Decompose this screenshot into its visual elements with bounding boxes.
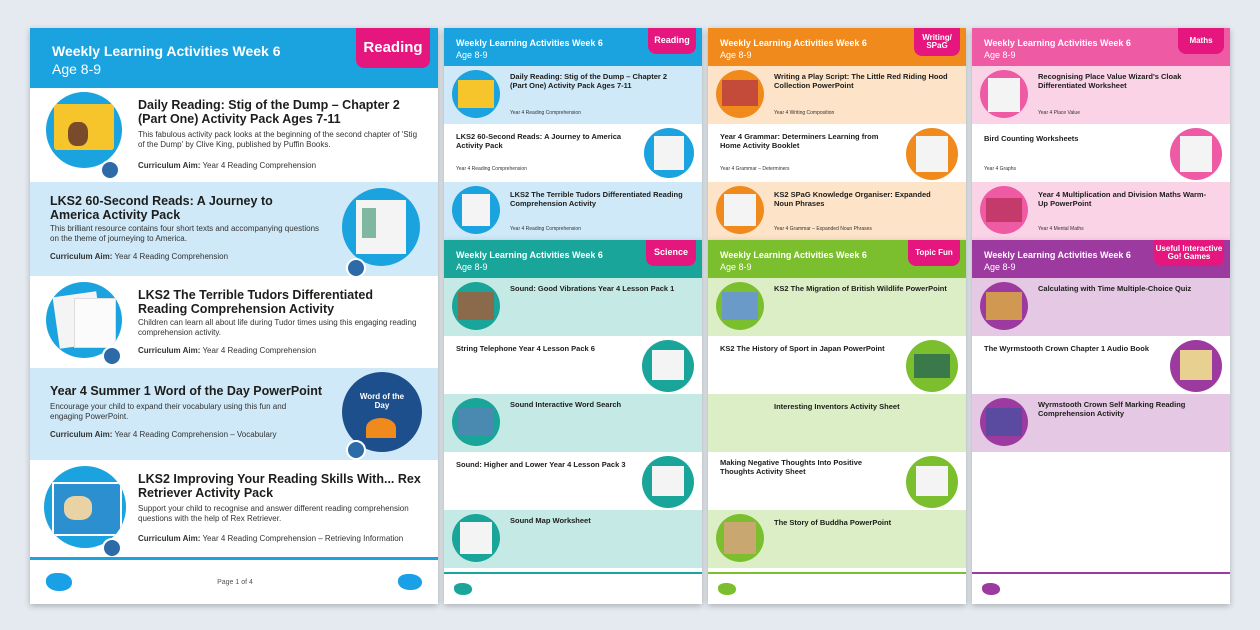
activity-description: Children can learn all about life during Tudor times using this engaging reading comprehension activity. [138,318,417,337]
activity-title[interactable]: KS2 The History of Sport in Japan PowerPoint [720,344,885,353]
activity-title[interactable]: The Story of Buddha PowerPoint [774,518,892,527]
age-label: Age 8-9 [984,50,1016,60]
twinkl-seal-icon [102,538,122,558]
activity-title[interactable]: Calculating with Time Multiple-Choice Quiz [1038,284,1192,293]
page-header [444,240,702,278]
page-header [708,28,966,66]
page-title: Weekly Learning Activities Week 6 [984,38,1131,48]
resource-thumbnail [906,340,958,392]
curriculum-aim [50,430,277,439]
writing-page [708,28,966,240]
activity-title[interactable]: Interesting Inventors Activity Sheet [774,402,900,411]
curriculum-aim-label: Curriculum Aim: [138,534,201,543]
curriculum-aim [138,534,403,543]
twinkl-seal-icon [100,160,120,180]
activity-row[interactable] [30,182,438,276]
curriculum-aim [138,161,316,170]
activity-title[interactable]: Bird Counting Worksheets [984,134,1079,143]
resource-thumbnail [980,282,1028,330]
resource-thumbnail [906,128,958,180]
activity-row[interactable] [444,452,702,510]
activity-row[interactable] [30,460,438,560]
activity-row[interactable] [708,452,966,510]
activity-row[interactable] [444,510,702,568]
page-header [30,28,438,88]
page-footer [444,572,702,604]
activity-title[interactable]: Year 4 Summer 1 Word of the Day PowerPoint [50,384,323,398]
activity-title[interactable]: LKS2 60-Second Reads: A Journey to America Activity Pack [50,194,273,222]
age-label: Age 8-9 [984,262,1016,272]
page-title: Weekly Learning Activities Week 6 [456,250,603,260]
resource-thumbnail [44,466,126,548]
maths-page [972,28,1230,240]
reading-page [30,28,438,604]
curriculum-aim: Year 4 Place Value [1038,110,1080,116]
activity-row[interactable] [444,182,702,240]
resource-thumbnail [452,514,500,562]
activity-title[interactable]: LKS2 60-Second Reads: A Journey to America Activity Pack [456,132,622,150]
activity-title[interactable]: KS2 SPaG Knowledge Organiser: Expanded Noun Phrases [774,190,931,208]
subject-badge: Maths [1178,28,1224,54]
twinkl-seal-icon [346,440,366,460]
activity-description: Support your child to recognise and answer different reading comprehension questions with the help of Rex Retriever. [138,504,409,523]
resource-thumbnail [452,70,500,118]
activity-row[interactable] [708,510,966,568]
subject-badge: Reading [356,28,430,68]
activity-title[interactable]: Wyrmstooth Crown Self Marking Reading Comprehension Activity [1038,400,1186,418]
activity-row[interactable] [30,276,438,368]
curriculum-aim: Year 4 Grammar – Expanded Noun Phrases [774,226,872,232]
activity-row[interactable] [444,394,702,452]
resource-thumbnail [452,398,500,446]
activity-row[interactable] [708,278,966,336]
age-label: Age 8-9 [720,262,752,272]
page-footer [708,572,966,604]
page-title: Weekly Learning Activities Week 6 [52,43,281,59]
reading-page-small [444,28,702,240]
subject-badge: Reading [648,28,696,54]
activity-row[interactable] [444,336,702,394]
resource-thumbnail [642,456,694,508]
activity-row[interactable] [444,124,702,182]
activity-title[interactable]: Daily Reading: Stig of the Dump – Chapter 2 (Part One) Activity Pack Ages 7-11 [138,98,400,126]
curriculum-aim: Year 4 Reading Comprehension [510,110,581,116]
resource-thumbnail [906,456,958,508]
curriculum-aim: Year 4 Reading Comprehension [510,226,581,232]
thumbnail-caption: Word of the Day [359,392,405,410]
activity-row[interactable] [708,394,966,452]
curriculum-aim-value: Year 4 Reading Comprehension – Vocabulary [114,430,277,439]
activity-row[interactable] [972,336,1230,394]
curriculum-aim-label: Curriculum Aim: [138,161,201,170]
activity-description: Encourage your child to expand their vocabulary using this fun and engaging PowerPoint. [50,402,287,421]
games-page [972,240,1230,604]
age-label: Age 8-9 [456,50,488,60]
curriculum-aim-value: Year 4 Reading Comprehension – Retrieving Information [202,534,404,543]
resource-thumbnail [342,188,420,266]
activity-title[interactable]: LKS2 The Terrible Tudors Differentiated Reading Comprehension Activity [510,190,683,208]
resource-thumbnail [644,128,694,178]
resource-thumbnail [46,92,122,168]
activity-row[interactable] [972,66,1230,124]
twinkl-seal-icon [346,258,366,276]
subject-badge: Writing/ SPaG [914,28,960,56]
page-header [972,240,1230,278]
page-footer [972,572,1230,604]
activity-title[interactable]: Writing a Play Script: The Little Red Riding Hood Collection PowerPoint [774,72,948,90]
twinkl-seal-icon [102,346,122,366]
twinkl-logo-icon [454,583,472,595]
page-title: Weekly Learning Activities Week 6 [456,38,603,48]
age-label: Age 8-9 [720,50,752,60]
subject-badge: Useful Interactive Go! Games [1154,240,1224,266]
resource-thumbnail [980,186,1028,234]
activity-description: This brilliant resource contains four short texts and accompanying questions on the theme of journeying to America. [50,224,320,243]
curriculum-aim: Year 4 Reading Comprehension [456,166,527,172]
subject-badge: Topic Fun [908,240,960,266]
page-header [444,28,702,66]
activity-row[interactable] [972,182,1230,240]
topic-page [708,240,966,604]
resource-thumbnail [716,70,764,118]
twinkl-logo-icon [718,583,736,595]
page-title: Weekly Learning Activities Week 6 [720,38,867,48]
resource-thumbnail [452,282,500,330]
resource-thumbnail [716,514,764,562]
page-footer [30,557,438,604]
curriculum-aim: Year 4 Graphs [984,166,1017,172]
activity-title[interactable]: Daily Reading: Stig of the Dump – Chapter 2 (Part One) Activity Pack Ages 7-11 [510,72,668,90]
resource-thumbnail [452,186,500,234]
resource-thumbnail [716,282,764,330]
activity-row[interactable] [972,394,1230,452]
activity-title[interactable]: Year 4 Grammar: Determiners Learning from Home Activity Booklet [720,132,879,150]
curriculum-aim-label: Curriculum Aim: [138,346,201,355]
page-header [708,240,966,278]
activity-row[interactable] [972,124,1230,182]
activity-title[interactable]: LKS2 The Terrible Tudors Differentiated Reading Comprehension Activity [138,288,373,316]
curriculum-aim-label: Curriculum Aim: [50,430,113,439]
activity-title[interactable]: Making Negative Thoughts Into Positive Thoughts Activity Sheet [720,458,863,476]
activity-title[interactable]: Sound: Higher and Lower Year 4 Lesson Pack 3 [456,460,626,469]
activity-description: This fabulous activity pack looks at the beginning of the second chapter of 'Stig of the Dump' by Clive King, published by Puffin Books. [138,130,418,149]
activity-row[interactable] [708,124,966,182]
activity-row[interactable] [444,278,702,336]
twinkl-logo-icon [982,583,1000,595]
curriculum-aim: Year 4 Mental Maths [1038,226,1084,232]
curriculum-aim: Year 4 Writing Composition [774,110,835,116]
resource-thumbnail [1170,340,1222,392]
resource-thumbnail [642,340,694,392]
activity-title[interactable]: Sound Interactive Word Search [510,400,622,409]
activity-title[interactable]: KS2 The Migration of British Wildlife PowerPoint [774,284,947,293]
page-header [972,28,1230,66]
subject-badge: Science [646,240,696,266]
curriculum-aim [50,252,228,261]
page-title: Weekly Learning Activities Week 6 [720,250,867,260]
activity-row[interactable] [708,66,966,124]
curriculum-aim: Year 4 Grammar – Determiners [720,166,790,172]
activity-row[interactable] [972,278,1230,336]
age-label: Age 8-9 [456,262,488,272]
activity-row[interactable] [30,368,438,460]
activity-title[interactable]: Sound Map Worksheet [510,516,591,525]
resource-thumbnail [980,70,1028,118]
resource-thumbnail [980,398,1028,446]
activity-title[interactable]: LKS2 Improving Your Reading Skills With... Rex Retriever Activity Pack [138,472,421,500]
page-number: Page 1 of 4 [217,578,253,586]
activity-row[interactable] [708,336,966,394]
activity-row[interactable] [30,88,438,182]
activity-row[interactable] [444,66,702,124]
resource-thumbnail [1170,128,1222,180]
activity-title[interactable]: The Wyrmstooth Crown Chapter 1 Audio Book [984,344,1150,353]
curriculum-aim-label: Curriculum Aim: [50,252,113,261]
activity-title[interactable]: String Telephone Year 4 Lesson Pack 6 [456,344,595,353]
science-page [444,240,702,604]
activity-title[interactable]: Year 4 Multiplication and Division Maths Warm-Up PowerPoint [1038,190,1207,208]
age-label: Age 8-9 [52,61,102,77]
activity-row[interactable] [708,182,966,240]
twinkl-brand-icon [398,574,422,590]
curriculum-aim [138,346,316,355]
twinkl-logo-icon [46,573,72,591]
curriculum-aim-value: Year 4 Reading Comprehension [202,161,317,170]
page-title: Weekly Learning Activities Week 6 [984,250,1131,260]
resource-thumbnail [716,186,764,234]
activity-title[interactable]: Recognising Place Value Wizard's Cloak Differentiated Worksheet [1038,72,1182,90]
curriculum-aim-value: Year 4 Reading Comprehension [202,346,317,355]
curriculum-aim-value: Year 4 Reading Comprehension [114,252,229,261]
activity-title[interactable]: Sound: Good Vibrations Year 4 Lesson Pack 1 [510,284,675,293]
